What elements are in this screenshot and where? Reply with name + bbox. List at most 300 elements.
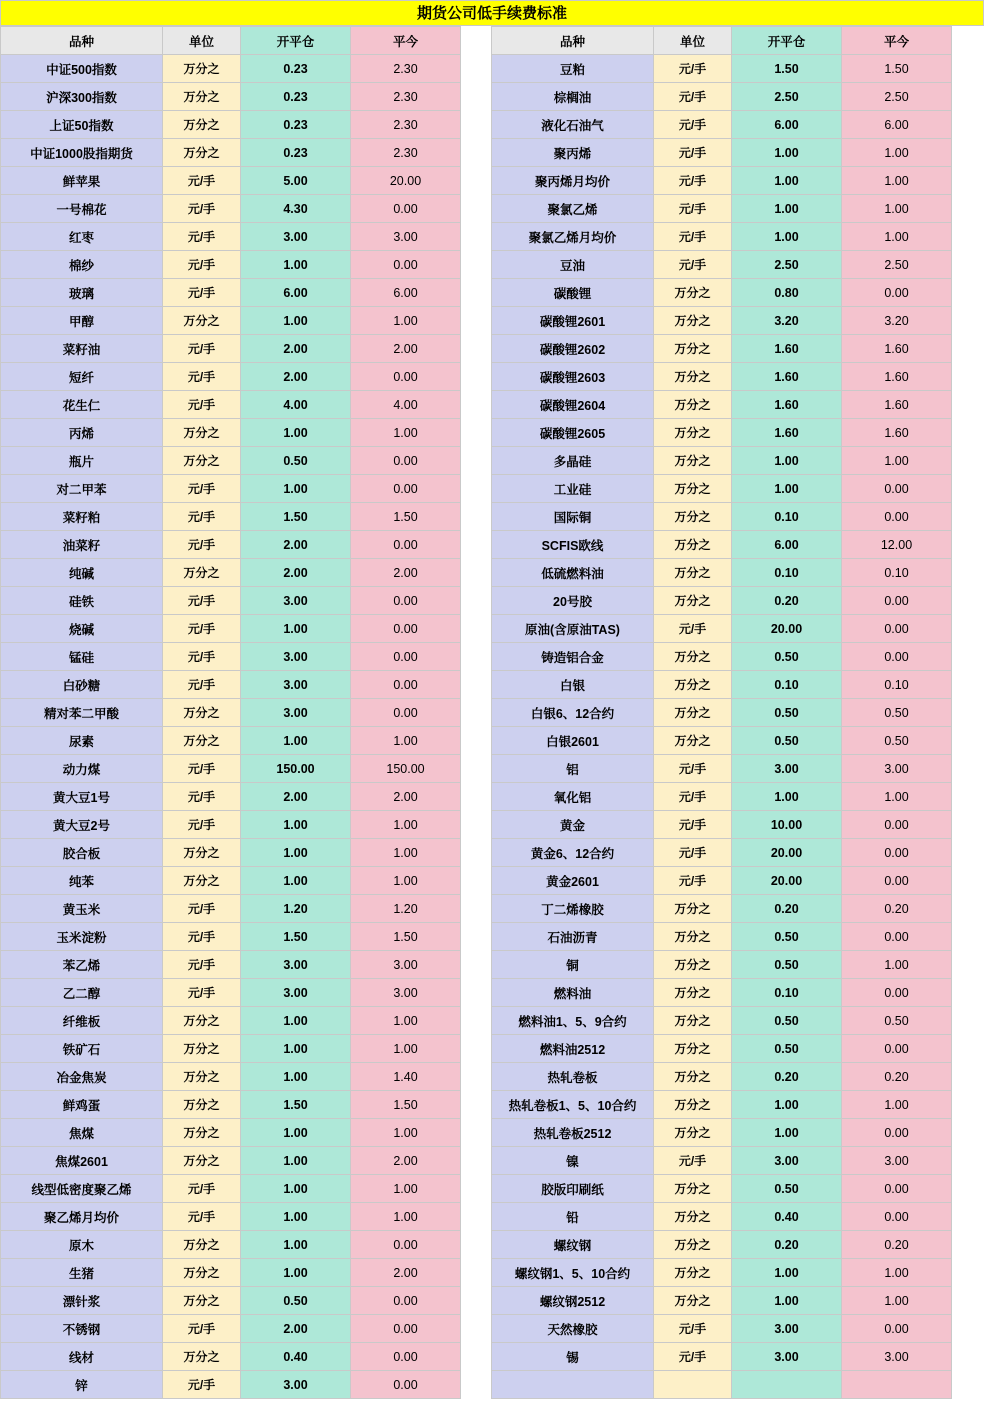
- cell-variety: 花生仁: [1, 391, 163, 419]
- table-row: [1, 699, 461, 727]
- table-row: [492, 55, 952, 83]
- cell-variety: 聚丙烯月均价: [492, 167, 654, 195]
- cell-close-today-fee: 0.00: [351, 587, 461, 615]
- table-row: [492, 1259, 952, 1287]
- table-row: [1, 447, 461, 475]
- cell-close-today-fee: 1.00: [351, 1007, 461, 1035]
- table-row: [492, 1091, 952, 1119]
- cell-unit: 万分之: [654, 727, 732, 755]
- cell-unit: 万分之: [163, 1091, 241, 1119]
- cell-open-fee: 1.00: [241, 867, 351, 895]
- cell-close-today-fee: 3.00: [351, 223, 461, 251]
- cell-variety: 多晶硅: [492, 447, 654, 475]
- cell-variety: 纯苯: [1, 867, 163, 895]
- cell-unit: 万分之: [654, 531, 732, 559]
- cell-variety: 玉米淀粉: [1, 923, 163, 951]
- cell-unit: 万分之: [654, 279, 732, 307]
- cell-variety: 中证500指数: [1, 55, 163, 83]
- cell-variety: 铁矿石: [1, 1035, 163, 1063]
- cell-open-fee: 5.00: [241, 167, 351, 195]
- cell-open-fee: 1.00: [241, 1007, 351, 1035]
- cell-variety: 胶版印刷纸: [492, 1175, 654, 1203]
- cell-close-today-fee: 6.00: [842, 111, 952, 139]
- cell-unit: 万分之: [654, 1259, 732, 1287]
- table-row: [1, 1063, 461, 1091]
- cell-variety: 焦煤: [1, 1119, 163, 1147]
- table-row: [1, 1259, 461, 1287]
- cell-close-today-fee: 2.00: [351, 783, 461, 811]
- cell-unit: 元/手: [163, 1315, 241, 1343]
- cell-variety: 石油沥青: [492, 923, 654, 951]
- cell-variety: 尿素: [1, 727, 163, 755]
- cell-open-fee: 0.50: [732, 1035, 842, 1063]
- cell-unit: 万分之: [654, 1035, 732, 1063]
- cell-close-today-fee: 1.50: [351, 503, 461, 531]
- table-row: [492, 1315, 952, 1343]
- cell-unit: 元/手: [163, 335, 241, 363]
- cell-close-today-fee: 0.00: [842, 475, 952, 503]
- table-row: [492, 1035, 952, 1063]
- cell-unit: 元/手: [654, 1343, 732, 1371]
- cell-open-fee: 1.20: [241, 895, 351, 923]
- cell-unit: 万分之: [654, 391, 732, 419]
- cell-open-fee: 3.00: [732, 1147, 842, 1175]
- left-body: [1, 55, 461, 1399]
- cell-variety: 不锈钢: [1, 1315, 163, 1343]
- cell-close-today-fee: 3.00: [351, 951, 461, 979]
- cell-unit: 元/手: [163, 1371, 241, 1399]
- cell-variety: 短纤: [1, 363, 163, 391]
- cell-variety: 热轧卷板: [492, 1063, 654, 1091]
- header-open: 开平仓: [241, 27, 351, 55]
- cell-open-fee: 1.00: [241, 727, 351, 755]
- cell-close-today-fee: 0.10: [842, 671, 952, 699]
- table-row: [492, 1371, 952, 1399]
- cell-close-today-fee: 2.50: [842, 83, 952, 111]
- cell-close-today-fee: 0.00: [842, 279, 952, 307]
- cell-unit: 万分之: [163, 1259, 241, 1287]
- table-row: [492, 783, 952, 811]
- cell-open-fee: 0.23: [241, 139, 351, 167]
- cell-variety: 冶金焦炭: [1, 1063, 163, 1091]
- cell-unit: 万分之: [163, 1231, 241, 1259]
- cell-variety: 精对苯二甲酸: [1, 699, 163, 727]
- cell-unit: 万分之: [654, 419, 732, 447]
- cell-open-fee: 1.00: [732, 195, 842, 223]
- table-row: [492, 503, 952, 531]
- cell-close-today-fee: 1.00: [842, 167, 952, 195]
- cell-unit: 万分之: [163, 447, 241, 475]
- cell-open-fee: 0.50: [732, 727, 842, 755]
- table-row: [492, 1063, 952, 1091]
- cell-open-fee: 1.00: [732, 139, 842, 167]
- cell-variety: 豆粕: [492, 55, 654, 83]
- table-row: [1, 559, 461, 587]
- table-row: [1, 979, 461, 1007]
- cell-variety: 螺纹钢2512: [492, 1287, 654, 1315]
- cell-unit: 万分之: [654, 307, 732, 335]
- cell-unit: [654, 1371, 732, 1399]
- cell-variety: 白银6、12合约: [492, 699, 654, 727]
- cell-unit: 万分之: [163, 419, 241, 447]
- table-row: [492, 111, 952, 139]
- column-gap: [461, 26, 491, 1399]
- cell-unit: 元/手: [163, 503, 241, 531]
- cell-open-fee: 1.60: [732, 391, 842, 419]
- table-row: [492, 1287, 952, 1315]
- cell-close-today-fee: 1.50: [351, 1091, 461, 1119]
- cell-open-fee: 0.23: [241, 83, 351, 111]
- table-row: [1, 1371, 461, 1399]
- cell-close-today-fee: 3.00: [351, 979, 461, 1007]
- table-row: [492, 83, 952, 111]
- cell-close-today-fee: 1.00: [351, 1119, 461, 1147]
- cell-open-fee: 20.00: [732, 839, 842, 867]
- cell-close-today-fee: 0.00: [351, 531, 461, 559]
- cell-variety: 黄大豆2号: [1, 811, 163, 839]
- cell-close-today-fee: [842, 1371, 952, 1399]
- cell-open-fee: 3.00: [732, 1343, 842, 1371]
- cell-close-today-fee: 0.00: [351, 475, 461, 503]
- cell-unit: 元/手: [654, 111, 732, 139]
- cell-open-fee: 1.00: [732, 167, 842, 195]
- cell-unit: 万分之: [163, 867, 241, 895]
- cell-open-fee: 1.00: [241, 1175, 351, 1203]
- cell-open-fee: 1.50: [241, 1091, 351, 1119]
- cell-variety: 螺纹钢1、5、10合约: [492, 1259, 654, 1287]
- cell-variety: 燃料油2512: [492, 1035, 654, 1063]
- cell-variety: 白砂糖: [1, 671, 163, 699]
- cell-close-today-fee: 0.00: [842, 867, 952, 895]
- cell-close-today-fee: 1.00: [842, 223, 952, 251]
- header-open: 开平仓: [732, 27, 842, 55]
- cell-unit: 元/手: [654, 867, 732, 895]
- cell-unit: 万分之: [654, 1231, 732, 1259]
- table-row: [1, 923, 461, 951]
- cell-open-fee: 2.50: [732, 83, 842, 111]
- cell-close-today-fee: 1.00: [842, 195, 952, 223]
- cell-unit: 万分之: [654, 979, 732, 1007]
- cell-open-fee: 20.00: [732, 867, 842, 895]
- cell-unit: 元/手: [163, 251, 241, 279]
- table-row: [492, 1175, 952, 1203]
- page-title: 期货公司低手续费标准: [0, 0, 984, 26]
- header-name: 品种: [1, 27, 163, 55]
- cell-unit: 万分之: [163, 1343, 241, 1371]
- table-row: [492, 223, 952, 251]
- cell-variety: 锌: [1, 1371, 163, 1399]
- table-row: [1, 55, 461, 83]
- cell-open-fee: [732, 1371, 842, 1399]
- cell-variety: 苯乙烯: [1, 951, 163, 979]
- cell-variety: 硅铁: [1, 587, 163, 615]
- left-table: [0, 26, 461, 1399]
- table-row: [1, 727, 461, 755]
- cell-open-fee: 1.00: [241, 1063, 351, 1091]
- cell-unit: 万分之: [654, 587, 732, 615]
- cell-open-fee: 3.00: [241, 643, 351, 671]
- cell-variety: 国际铜: [492, 503, 654, 531]
- cell-open-fee: 1.60: [732, 419, 842, 447]
- cell-open-fee: 1.00: [732, 1259, 842, 1287]
- table-row: [492, 615, 952, 643]
- cell-open-fee: 4.00: [241, 391, 351, 419]
- cell-open-fee: 3.00: [241, 223, 351, 251]
- cell-unit: 万分之: [654, 671, 732, 699]
- cell-unit: 元/手: [163, 979, 241, 1007]
- cell-open-fee: 2.00: [241, 783, 351, 811]
- cell-close-today-fee: 0.00: [351, 447, 461, 475]
- cell-close-today-fee: 0.00: [351, 1231, 461, 1259]
- cell-open-fee: 1.00: [241, 811, 351, 839]
- cell-unit: 元/手: [163, 1175, 241, 1203]
- table-row: [492, 1203, 952, 1231]
- cell-unit: 元/手: [163, 167, 241, 195]
- cell-variety: 鲜苹果: [1, 167, 163, 195]
- cell-variety: 镍: [492, 1147, 654, 1175]
- cell-open-fee: 1.00: [241, 1231, 351, 1259]
- cell-variety: 棉纱: [1, 251, 163, 279]
- cell-variety: 上证50指数: [1, 111, 163, 139]
- cell-variety: 烧碱: [1, 615, 163, 643]
- cell-variety: 铝: [492, 755, 654, 783]
- cell-variety: 氧化铝: [492, 783, 654, 811]
- cell-open-fee: 1.00: [241, 251, 351, 279]
- cell-unit: 元/手: [654, 811, 732, 839]
- cell-variety: 甲醇: [1, 307, 163, 335]
- cell-unit: 元/手: [654, 251, 732, 279]
- cell-close-today-fee: 0.20: [842, 895, 952, 923]
- cell-unit: 万分之: [654, 1287, 732, 1315]
- cell-unit: 万分之: [654, 699, 732, 727]
- cell-close-today-fee: 1.00: [351, 419, 461, 447]
- cell-close-today-fee: 1.00: [842, 1287, 952, 1315]
- cell-close-today-fee: 0.00: [842, 643, 952, 671]
- table-row: [492, 139, 952, 167]
- cell-variety: 燃料油1、5、9合约: [492, 1007, 654, 1035]
- cell-close-today-fee: 0.00: [351, 1315, 461, 1343]
- cell-close-today-fee: 0.00: [842, 615, 952, 643]
- cell-close-today-fee: 1.50: [842, 55, 952, 83]
- cell-variety: 线材: [1, 1343, 163, 1371]
- cell-unit: 万分之: [654, 475, 732, 503]
- cell-open-fee: 3.00: [241, 587, 351, 615]
- cell-unit: 元/手: [654, 755, 732, 783]
- cell-open-fee: 1.00: [241, 419, 351, 447]
- table-row: [1, 839, 461, 867]
- cell-close-today-fee: 0.00: [351, 643, 461, 671]
- table-row: [1, 111, 461, 139]
- cell-unit: 万分之: [163, 55, 241, 83]
- cell-open-fee: 6.00: [732, 111, 842, 139]
- table-row: [1, 755, 461, 783]
- cell-open-fee: 1.00: [241, 1203, 351, 1231]
- cell-open-fee: 10.00: [732, 811, 842, 839]
- table-row: [1, 1091, 461, 1119]
- cell-close-today-fee: 3.00: [842, 1147, 952, 1175]
- cell-variety: 碳酸锂2605: [492, 419, 654, 447]
- table-row: [1, 811, 461, 839]
- table-row: [1, 1231, 461, 1259]
- cell-close-today-fee: 3.20: [842, 307, 952, 335]
- table-row: [1, 251, 461, 279]
- cell-variety: 对二甲苯: [1, 475, 163, 503]
- cell-variety: 原木: [1, 1231, 163, 1259]
- cell-close-today-fee: 0.00: [842, 503, 952, 531]
- cell-unit: 元/手: [654, 83, 732, 111]
- cell-unit: 万分之: [163, 139, 241, 167]
- cell-variety: 纯碱: [1, 559, 163, 587]
- cell-variety: 棕榈油: [492, 83, 654, 111]
- cell-unit: 元/手: [163, 391, 241, 419]
- cell-close-today-fee: 0.00: [842, 923, 952, 951]
- cell-variety: 豆油: [492, 251, 654, 279]
- cell-unit: 元/手: [163, 671, 241, 699]
- cell-close-today-fee: 1.00: [351, 1175, 461, 1203]
- header-name: 品种: [492, 27, 654, 55]
- cell-close-today-fee: 1.00: [842, 1091, 952, 1119]
- table-row: [492, 307, 952, 335]
- cell-variety: 黄金: [492, 811, 654, 839]
- cell-close-today-fee: 1.20: [351, 895, 461, 923]
- cell-open-fee: 3.00: [241, 671, 351, 699]
- cell-close-today-fee: 2.30: [351, 111, 461, 139]
- cell-close-today-fee: 1.40: [351, 1063, 461, 1091]
- cell-close-today-fee: 4.00: [351, 391, 461, 419]
- cell-variety: 黄玉米: [1, 895, 163, 923]
- cell-open-fee: 1.50: [241, 503, 351, 531]
- cell-open-fee: 1.00: [732, 1091, 842, 1119]
- table-row: [492, 195, 952, 223]
- cell-variety: 碳酸锂2601: [492, 307, 654, 335]
- cell-unit: 万分之: [654, 559, 732, 587]
- table-row: [492, 643, 952, 671]
- cell-open-fee: 4.30: [241, 195, 351, 223]
- cell-variety: 白银2601: [492, 727, 654, 755]
- table-row: [492, 335, 952, 363]
- cell-close-today-fee: 2.30: [351, 83, 461, 111]
- cell-open-fee: 0.20: [732, 587, 842, 615]
- table-row: [492, 447, 952, 475]
- table-row: [1, 335, 461, 363]
- cell-open-fee: 0.10: [732, 503, 842, 531]
- cell-variety: 红枣: [1, 223, 163, 251]
- cell-unit: 元/手: [654, 55, 732, 83]
- cell-variety: 聚乙烯月均价: [1, 1203, 163, 1231]
- right-header-row: [492, 27, 952, 55]
- cell-unit: 元/手: [654, 167, 732, 195]
- cell-variety: 乙二醇: [1, 979, 163, 1007]
- cell-open-fee: 0.50: [732, 923, 842, 951]
- cell-unit: 元/手: [163, 811, 241, 839]
- table-row: [492, 391, 952, 419]
- table-row: [492, 587, 952, 615]
- table-row: [492, 1007, 952, 1035]
- cell-open-fee: 1.00: [241, 1035, 351, 1063]
- table-row: [1, 307, 461, 335]
- cell-variety: [492, 1371, 654, 1399]
- cell-unit: 万分之: [654, 335, 732, 363]
- right-table: [491, 26, 952, 1399]
- table-row: [1, 643, 461, 671]
- cell-unit: 元/手: [654, 615, 732, 643]
- table-row: [492, 755, 952, 783]
- cell-close-today-fee: 6.00: [351, 279, 461, 307]
- table-row: [492, 895, 952, 923]
- cell-unit: 万分之: [163, 559, 241, 587]
- cell-open-fee: 1.00: [241, 1259, 351, 1287]
- cell-close-today-fee: 0.00: [842, 979, 952, 1007]
- cell-open-fee: 0.23: [241, 111, 351, 139]
- cell-variety: 铸造铝合金: [492, 643, 654, 671]
- cell-unit: 万分之: [163, 1035, 241, 1063]
- table-row: [1, 195, 461, 223]
- cell-unit: 元/手: [654, 1147, 732, 1175]
- cell-unit: 万分之: [654, 1119, 732, 1147]
- cell-unit: 万分之: [163, 1007, 241, 1035]
- table-row: [1, 83, 461, 111]
- tables-container: [0, 26, 984, 1399]
- cell-variety: 胶合板: [1, 839, 163, 867]
- cell-open-fee: 150.00: [241, 755, 351, 783]
- cell-variety: 聚氯乙烯: [492, 195, 654, 223]
- cell-close-today-fee: 1.00: [351, 839, 461, 867]
- cell-open-fee: 0.50: [241, 447, 351, 475]
- cell-unit: 元/手: [163, 923, 241, 951]
- cell-unit: 万分之: [163, 839, 241, 867]
- cell-close-today-fee: 0.00: [351, 1371, 461, 1399]
- cell-variety: 黄大豆1号: [1, 783, 163, 811]
- cell-unit: 万分之: [654, 643, 732, 671]
- table-row: [1, 391, 461, 419]
- cell-close-today-fee: 0.00: [351, 1287, 461, 1315]
- cell-unit: 元/手: [654, 139, 732, 167]
- cell-variety: 沪深300指数: [1, 83, 163, 111]
- cell-open-fee: 0.20: [732, 1231, 842, 1259]
- cell-variety: 丙烯: [1, 419, 163, 447]
- cell-open-fee: 1.00: [732, 1119, 842, 1147]
- cell-variety: 焦煤2601: [1, 1147, 163, 1175]
- table-row: [1, 1007, 461, 1035]
- table-row: [492, 531, 952, 559]
- cell-unit: 元/手: [163, 279, 241, 307]
- cell-variety: 聚丙烯: [492, 139, 654, 167]
- cell-unit: 元/手: [163, 587, 241, 615]
- cell-close-today-fee: 1.00: [351, 307, 461, 335]
- cell-unit: 万分之: [654, 1063, 732, 1091]
- cell-variety: 瓶片: [1, 447, 163, 475]
- table-row: [492, 979, 952, 1007]
- table-row: [1, 783, 461, 811]
- cell-unit: 万分之: [163, 83, 241, 111]
- cell-close-today-fee: 0.00: [842, 1315, 952, 1343]
- table-row: [492, 951, 952, 979]
- cell-unit: 元/手: [654, 839, 732, 867]
- table-row: [492, 363, 952, 391]
- cell-open-fee: 1.00: [732, 1287, 842, 1315]
- cell-unit: 万分之: [163, 699, 241, 727]
- cell-open-fee: 3.00: [732, 755, 842, 783]
- left-header-row: [1, 27, 461, 55]
- cell-close-today-fee: 0.00: [842, 811, 952, 839]
- cell-variety: SCFIS欧线: [492, 531, 654, 559]
- cell-open-fee: 1.60: [732, 363, 842, 391]
- table-row: [1, 1035, 461, 1063]
- cell-variety: 中证1000股指期货: [1, 139, 163, 167]
- cell-open-fee: 1.00: [241, 839, 351, 867]
- cell-unit: 万分之: [654, 923, 732, 951]
- cell-close-today-fee: 1.60: [842, 419, 952, 447]
